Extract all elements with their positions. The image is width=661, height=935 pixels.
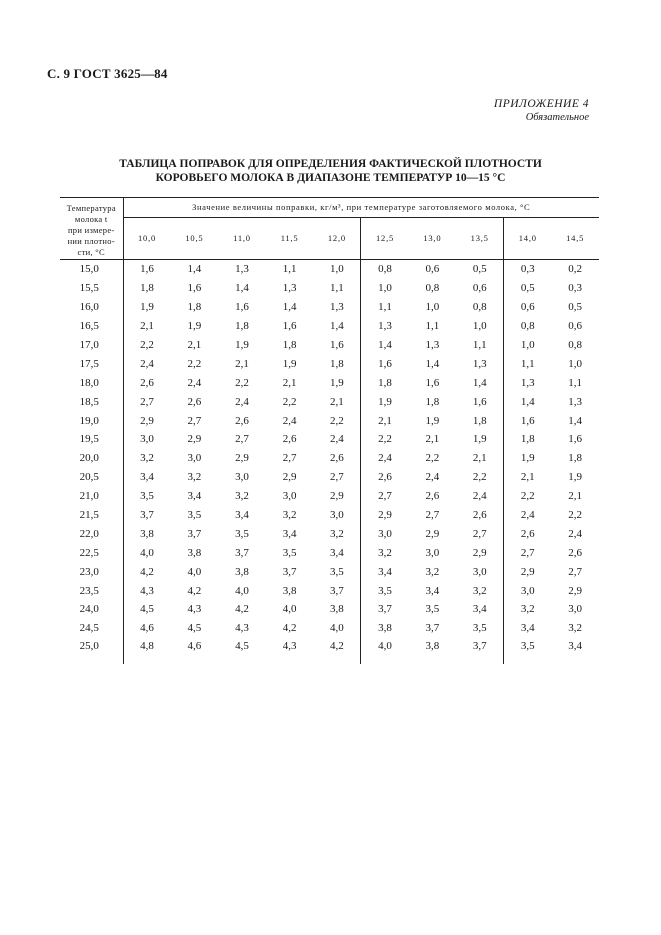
correction-value-cell: 4,8 bbox=[140, 639, 154, 652]
correction-value-cell: 1,8 bbox=[472, 414, 487, 427]
correction-value-cell: 3,2 bbox=[187, 471, 202, 484]
correction-value-cell: 3,7 bbox=[235, 546, 249, 559]
correction-value-cell: 1,9 bbox=[472, 433, 487, 446]
correction-value-cell: 0,8 bbox=[568, 339, 583, 351]
correction-value-cell: 4,3 bbox=[235, 622, 249, 635]
correction-value-cell: 2,1 bbox=[235, 357, 249, 370]
correction-value-cell: 2,7 bbox=[504, 543, 552, 562]
correction-value-cell: 2,4 bbox=[425, 471, 440, 484]
correction-value-cell: 3,4 bbox=[282, 527, 297, 540]
correction-value-cell: 1,6 bbox=[568, 433, 583, 446]
correction-value-cell: 3,7 bbox=[330, 584, 344, 597]
correction-value-cell: 3,7 bbox=[361, 600, 409, 619]
correction-value-cell: 2,4 bbox=[504, 506, 552, 525]
correction-value-cell: 2,4 bbox=[472, 490, 487, 503]
correction-value-cell: 1,8 bbox=[361, 373, 409, 392]
measured-temperature-cell: 22,0 bbox=[60, 524, 123, 543]
correction-value-cell: 2,4 bbox=[361, 449, 409, 468]
correction-value-cell: 1,1 bbox=[504, 354, 552, 373]
column-group-header: Значение величины поправки, кг/м³, при температуре заготовляемого молока, °С bbox=[123, 197, 599, 217]
correction-value-cell: 2,9 bbox=[472, 546, 487, 559]
correction-value-cell: 3,7 bbox=[425, 622, 440, 635]
measured-temperature-cell: 20,0 bbox=[60, 449, 123, 468]
table-row bbox=[60, 430, 599, 449]
correction-value-cell: 4,2 bbox=[187, 584, 202, 597]
correction-value-cell: 1,4 bbox=[330, 320, 344, 333]
correction-value-cell: 3,8 bbox=[235, 565, 249, 578]
correction-value-cell: 3,4 bbox=[425, 584, 440, 597]
correction-value-cell: 1,9 bbox=[140, 301, 154, 314]
correction-value-cell: 2,7 bbox=[568, 565, 583, 578]
correction-value-cell: 1,4 bbox=[361, 336, 409, 355]
correction-value-cell: 2,2 bbox=[504, 487, 552, 506]
correction-value-cell: 4,0 bbox=[235, 584, 249, 597]
correction-value-cell: 4,5 bbox=[140, 603, 154, 616]
correction-value-cell: 1,9 bbox=[187, 320, 202, 333]
correction-value-cell: 3,0 bbox=[282, 490, 297, 503]
correction-value-cell: 3,5 bbox=[425, 603, 440, 616]
correction-value-cell: 2,6 bbox=[187, 395, 202, 408]
correction-value-cell: 2,9 bbox=[361, 506, 409, 525]
correction-value-cell: 2,7 bbox=[187, 414, 202, 427]
correction-value-cell: 3,2 bbox=[235, 490, 249, 503]
correction-value-cell: 1,0 bbox=[361, 279, 409, 298]
correction-value-cell: 1,0 bbox=[472, 320, 487, 333]
correction-value-cell: 2,7 bbox=[330, 471, 344, 484]
correction-value-cell: 1,3 bbox=[361, 317, 409, 336]
measured-temperature-cell: 20,5 bbox=[60, 468, 123, 487]
measured-temperature-cell: 16,0 bbox=[60, 298, 123, 317]
table-row bbox=[60, 336, 599, 355]
correction-value-cell: 4,2 bbox=[140, 565, 154, 578]
correction-value-cell: 2,2 bbox=[361, 430, 409, 449]
correction-value-cell: 2,1 bbox=[504, 468, 552, 487]
correction-value-cell: 1,8 bbox=[140, 282, 154, 295]
correction-value-cell: 3,8 bbox=[187, 546, 202, 559]
correction-value-cell: 2,9 bbox=[235, 452, 249, 465]
correction-value-cell: 1,6 bbox=[472, 395, 487, 408]
correction-value-cell: 0,6 bbox=[568, 320, 583, 333]
measured-temperature-cell: 25,0 bbox=[60, 638, 123, 664]
table-title-line-2: КОРОВЬЕГО МОЛОКА В ДИАПАЗОНЕ ТЕМПЕРАТУР 10—15 °С bbox=[155, 172, 506, 184]
table-title-line-1: ТАБЛИЦА ПОПРАВОК ДЛЯ ОПРЕДЕЛЕНИЯ ФАКТИЧЕСКОЙ ПЛОТНОСТИ bbox=[119, 158, 542, 170]
correction-value-cell: 3,8 bbox=[282, 584, 297, 597]
correction-value-cell: 3,7 bbox=[187, 527, 202, 540]
correction-value-cell: 2,6 bbox=[472, 509, 487, 522]
correction-value-cell: 0,2 bbox=[568, 263, 583, 276]
measured-temperature-cell: 24,5 bbox=[60, 619, 123, 638]
correction-value-cell: 2,9 bbox=[425, 527, 440, 540]
correction-value-cell: 3,8 bbox=[425, 639, 440, 652]
correction-value-cell: 3,8 bbox=[140, 527, 154, 540]
correction-value-cell: 3,4 bbox=[330, 546, 344, 559]
correction-value-cell: 0,5 bbox=[504, 279, 552, 298]
correction-value-cell: 1,4 bbox=[568, 414, 583, 427]
correction-value-cell: 1,0 bbox=[504, 336, 552, 355]
correction-value-cell: 3,5 bbox=[235, 527, 249, 540]
row-header-line: Температура bbox=[66, 203, 116, 213]
correction-value-cell: 1,8 bbox=[504, 430, 552, 449]
correction-value-cell: 2,1 bbox=[568, 490, 583, 503]
correction-value-cell: 1,8 bbox=[568, 452, 583, 465]
correction-value-cell: 3,0 bbox=[568, 603, 583, 616]
correction-value-cell: 3,7 bbox=[140, 509, 154, 522]
correction-value-cell: 4,6 bbox=[140, 622, 154, 635]
measured-temperature-cell: 24,0 bbox=[60, 600, 123, 619]
correction-value-cell: 4,0 bbox=[361, 638, 409, 664]
correction-value-cell: 3,4 bbox=[568, 639, 583, 652]
correction-value-cell: 1,4 bbox=[282, 301, 297, 314]
correction-value-cell: 2,9 bbox=[140, 414, 154, 427]
correction-value-cell: 2,9 bbox=[504, 562, 552, 581]
correction-value-cell: 3,2 bbox=[140, 452, 154, 465]
correction-value-cell: 3,8 bbox=[330, 603, 344, 616]
correction-value-cell: 0,6 bbox=[425, 263, 440, 276]
correction-value-cell: 1,8 bbox=[330, 357, 344, 370]
column-header-temp: 11,5 bbox=[266, 217, 314, 259]
table-row bbox=[60, 619, 599, 638]
correction-value-cell: 2,6 bbox=[568, 546, 583, 559]
correction-value-cell: 4,3 bbox=[187, 603, 202, 616]
column-header-temp: 12,0 bbox=[313, 217, 361, 259]
column-header-temp: 14,0 bbox=[504, 217, 552, 259]
correction-value-cell: 3,4 bbox=[235, 509, 249, 522]
correction-value-cell: 2,1 bbox=[282, 376, 297, 389]
correction-value-cell: 1,4 bbox=[425, 357, 440, 370]
correction-value-cell: 2,7 bbox=[361, 487, 409, 506]
correction-value-cell: 2,9 bbox=[568, 584, 583, 597]
correction-value-cell: 1,6 bbox=[187, 282, 202, 295]
correction-value-cell: 1,3 bbox=[472, 357, 487, 370]
table-row bbox=[60, 279, 599, 298]
correction-value-cell: 1,9 bbox=[361, 392, 409, 411]
table-title bbox=[0, 157, 661, 185]
correction-value-cell: 0,5 bbox=[472, 263, 487, 276]
correction-value-cell: 1,6 bbox=[504, 411, 552, 430]
correction-value-cell: 1,0 bbox=[568, 357, 583, 370]
table-row bbox=[60, 524, 599, 543]
correction-value-cell: 1,6 bbox=[361, 354, 409, 373]
table-row bbox=[60, 468, 599, 487]
correction-value-cell: 1,6 bbox=[282, 320, 297, 333]
correction-table-grid bbox=[60, 197, 599, 664]
measured-temperature-cell: 15,5 bbox=[60, 279, 123, 298]
measured-temperature-cell: 19,0 bbox=[60, 411, 123, 430]
correction-value-cell: 2,2 bbox=[568, 509, 583, 522]
measured-temperature-cell: 21,0 bbox=[60, 487, 123, 506]
column-header-temp: 10,5 bbox=[171, 217, 219, 259]
correction-value-cell: 1,4 bbox=[187, 263, 202, 276]
correction-value-cell: 2,4 bbox=[330, 433, 344, 446]
correction-value-cell: 1,9 bbox=[504, 449, 552, 468]
correction-value-cell: 1,3 bbox=[568, 395, 583, 408]
correction-value-cell: 2,4 bbox=[235, 395, 249, 408]
row-header-line: при измере- bbox=[67, 225, 115, 235]
table-row bbox=[60, 487, 599, 506]
correction-value-cell: 4,0 bbox=[140, 546, 154, 559]
correction-value-cell: 1,4 bbox=[472, 376, 487, 389]
correction-value-cell: 2,6 bbox=[140, 376, 154, 389]
correction-value-cell: 1,3 bbox=[330, 301, 344, 314]
correction-value-cell: 2,6 bbox=[361, 468, 409, 487]
correction-value-cell: 3,4 bbox=[361, 562, 409, 581]
correction-value-cell: 3,2 bbox=[361, 543, 409, 562]
appendix-number: ПРИЛОЖЕНИЕ 4 bbox=[493, 98, 589, 110]
correction-value-cell: 2,4 bbox=[187, 376, 202, 389]
correction-value-cell: 3,4 bbox=[187, 490, 202, 503]
correction-value-cell: 4,0 bbox=[282, 603, 297, 616]
correction-value-cell: 4,2 bbox=[330, 639, 344, 652]
measured-temperature-cell: 16,5 bbox=[60, 317, 123, 336]
column-header-temp: 10,0 bbox=[123, 217, 171, 259]
correction-value-cell: 4,0 bbox=[330, 622, 344, 635]
correction-value-cell: 2,2 bbox=[187, 357, 202, 370]
correction-value-cell: 3,0 bbox=[187, 452, 202, 465]
correction-value-cell: 1,8 bbox=[187, 301, 202, 314]
table-row bbox=[60, 449, 599, 468]
correction-value-cell: 1,6 bbox=[425, 376, 440, 389]
table-row bbox=[60, 298, 599, 317]
table-row bbox=[60, 260, 599, 279]
correction-value-cell: 4,2 bbox=[282, 622, 297, 635]
measured-temperature-cell: 18,0 bbox=[60, 373, 123, 392]
measured-temperature-cell: 18,5 bbox=[60, 392, 123, 411]
correction-value-cell: 3,0 bbox=[472, 565, 487, 578]
correction-value-cell: 1,8 bbox=[235, 320, 249, 333]
row-header-line: сти, °С bbox=[77, 247, 105, 257]
correction-value-cell: 3,0 bbox=[140, 433, 154, 446]
column-header-temp: 14,5 bbox=[551, 217, 599, 259]
correction-value-cell: 0,8 bbox=[504, 317, 552, 336]
table-row bbox=[60, 638, 599, 664]
correction-value-cell: 3,2 bbox=[282, 509, 297, 522]
correction-value-cell: 3,5 bbox=[330, 565, 344, 578]
correction-value-cell: 1,0 bbox=[425, 301, 440, 314]
correction-value-cell: 2,6 bbox=[282, 433, 297, 446]
correction-value-cell: 3,2 bbox=[330, 527, 344, 540]
correction-value-cell: 4,5 bbox=[187, 622, 202, 635]
correction-value-cell: 3,0 bbox=[361, 524, 409, 543]
row-header-line: молока t bbox=[74, 214, 108, 224]
correction-value-cell: 0,3 bbox=[504, 260, 552, 279]
correction-value-cell: 2,1 bbox=[425, 433, 440, 446]
measured-temperature-cell: 19,5 bbox=[60, 430, 123, 449]
correction-value-cell: 4,6 bbox=[187, 639, 202, 652]
measured-temperature-cell: 21,5 bbox=[60, 506, 123, 525]
correction-value-cell: 3,7 bbox=[472, 639, 487, 652]
table-row bbox=[60, 562, 599, 581]
correction-value-cell: 2,2 bbox=[330, 414, 344, 427]
column-header-temp: 13,0 bbox=[409, 217, 457, 259]
correction-value-cell: 4,2 bbox=[235, 603, 249, 616]
appendix-status: Обязательное bbox=[525, 112, 589, 123]
correction-value-cell: 3,5 bbox=[140, 490, 154, 503]
correction-value-cell: 2,9 bbox=[330, 490, 344, 503]
correction-value-cell: 2,2 bbox=[140, 339, 154, 351]
table-row bbox=[60, 317, 599, 336]
correction-value-cell: 3,2 bbox=[568, 622, 583, 635]
correction-value-cell: 3,4 bbox=[140, 471, 154, 484]
measured-temperature-cell: 15,0 bbox=[60, 260, 123, 279]
table-row bbox=[60, 354, 599, 373]
appendix-label bbox=[494, 98, 589, 124]
correction-value-cell: 2,7 bbox=[282, 452, 297, 465]
table-row bbox=[60, 373, 599, 392]
measured-temperature-cell: 22,5 bbox=[60, 543, 123, 562]
table-row bbox=[60, 600, 599, 619]
correction-value-cell: 1,6 bbox=[235, 301, 249, 314]
correction-value-cell: 2,1 bbox=[472, 452, 487, 465]
correction-value-cell: 2,7 bbox=[425, 509, 440, 522]
correction-value-cell: 3,5 bbox=[187, 509, 202, 522]
correction-value-cell: 3,0 bbox=[330, 509, 344, 522]
correction-value-cell: 2,2 bbox=[425, 452, 440, 465]
correction-value-cell: 2,9 bbox=[187, 433, 202, 446]
correction-value-cell: 3,5 bbox=[282, 546, 297, 559]
correction-value-cell: 4,3 bbox=[140, 584, 154, 597]
correction-value-cell: 3,7 bbox=[282, 565, 297, 578]
table-row bbox=[60, 581, 599, 600]
correction-value-cell: 0,5 bbox=[568, 301, 583, 314]
correction-value-cell: 3,4 bbox=[504, 619, 552, 638]
correction-value-cell: 2,6 bbox=[330, 452, 344, 465]
correction-value-cell: 3,2 bbox=[425, 565, 440, 578]
correction-value-cell: 2,4 bbox=[282, 414, 297, 427]
row-header-line: нии плотно- bbox=[67, 236, 115, 246]
correction-value-cell: 2,6 bbox=[235, 414, 249, 427]
correction-value-cell: 2,7 bbox=[235, 433, 249, 446]
correction-value-cell: 2,2 bbox=[472, 471, 487, 484]
table-row bbox=[60, 411, 599, 430]
correction-value-cell: 1,3 bbox=[504, 373, 552, 392]
correction-value-cell: 2,6 bbox=[425, 490, 440, 503]
correction-value-cell: 2,4 bbox=[568, 527, 583, 540]
correction-value-cell: 1,4 bbox=[504, 392, 552, 411]
table-row bbox=[60, 392, 599, 411]
correction-table bbox=[60, 197, 599, 664]
correction-value-cell: 4,0 bbox=[187, 565, 202, 578]
table-row bbox=[60, 543, 599, 562]
correction-value-cell: 1,4 bbox=[235, 282, 249, 295]
correction-value-cell: 2,1 bbox=[330, 395, 344, 408]
correction-value-cell: 3,0 bbox=[425, 546, 440, 559]
measured-temperature-cell: 23,0 bbox=[60, 562, 123, 581]
column-header-temp: 12,5 bbox=[361, 217, 409, 259]
correction-value-cell: 0,8 bbox=[361, 260, 409, 279]
correction-value-cell: 3,8 bbox=[361, 619, 409, 638]
column-header-temp: 13,5 bbox=[456, 217, 504, 259]
row-header-cell bbox=[60, 197, 123, 260]
correction-value-cell: 3,5 bbox=[504, 638, 552, 664]
correction-value-cell: 1,1 bbox=[568, 376, 583, 389]
correction-value-cell: 1,6 bbox=[140, 263, 154, 276]
table-row bbox=[60, 506, 599, 525]
correction-value-cell: 1,9 bbox=[568, 471, 583, 484]
correction-value-cell: 4,5 bbox=[235, 639, 249, 652]
correction-value-cell: 4,3 bbox=[282, 639, 297, 652]
correction-value-cell: 0,3 bbox=[568, 282, 583, 295]
correction-value-cell: 3,2 bbox=[504, 600, 552, 619]
correction-value-cell: 1,6 bbox=[330, 339, 344, 351]
measured-temperature-cell: 23,5 bbox=[60, 581, 123, 600]
correction-value-cell: 2,1 bbox=[140, 320, 154, 333]
correction-value-cell: 1,1 bbox=[330, 282, 344, 295]
correction-value-cell: 2,9 bbox=[282, 471, 297, 484]
correction-value-cell: 3,4 bbox=[472, 603, 487, 616]
correction-value-cell: 2,1 bbox=[361, 411, 409, 430]
correction-value-cell: 1,8 bbox=[282, 339, 297, 351]
measured-temperature-cell: 17,5 bbox=[60, 354, 123, 373]
correction-value-cell: 0,6 bbox=[472, 282, 487, 295]
correction-value-cell: 3,5 bbox=[361, 581, 409, 600]
correction-value-cell: 3,2 bbox=[472, 584, 487, 597]
correction-value-cell: 0,8 bbox=[425, 282, 440, 295]
correction-value-cell: 2,6 bbox=[504, 524, 552, 543]
correction-value-cell: 2,1 bbox=[187, 339, 202, 351]
correction-value-cell: 1,0 bbox=[330, 263, 344, 276]
measured-temperature-cell: 17,0 bbox=[60, 336, 123, 355]
correction-value-cell: 3,0 bbox=[504, 581, 552, 600]
correction-value-cell: 1,1 bbox=[472, 339, 487, 351]
correction-value-cell: 2,4 bbox=[140, 357, 154, 370]
correction-value-cell: 1,9 bbox=[425, 414, 440, 427]
correction-value-cell: 1,9 bbox=[282, 357, 297, 370]
correction-value-cell: 1,3 bbox=[282, 282, 297, 295]
correction-value-cell: 0,8 bbox=[472, 301, 487, 314]
correction-value-cell: 1,3 bbox=[425, 339, 440, 351]
correction-value-cell: 1,3 bbox=[235, 263, 249, 276]
correction-value-cell: 3,5 bbox=[472, 622, 487, 635]
correction-value-cell: 2,7 bbox=[140, 395, 154, 408]
page-header: С. 9 ГОСТ 3625—84 bbox=[47, 66, 168, 81]
correction-value-cell: 1,9 bbox=[330, 376, 344, 389]
correction-value-cell: 1,1 bbox=[425, 320, 440, 333]
correction-value-cell: 1,9 bbox=[235, 339, 249, 351]
correction-value-cell: 2,2 bbox=[235, 376, 249, 389]
correction-value-cell: 1,1 bbox=[361, 298, 409, 317]
correction-value-cell: 1,8 bbox=[425, 395, 440, 408]
correction-value-cell: 3,0 bbox=[235, 471, 249, 484]
column-header-temp: 11,0 bbox=[218, 217, 266, 259]
correction-value-cell: 1,1 bbox=[282, 263, 297, 276]
correction-value-cell: 2,7 bbox=[472, 527, 487, 540]
correction-value-cell: 0,6 bbox=[504, 298, 552, 317]
correction-value-cell: 2,2 bbox=[282, 395, 297, 408]
